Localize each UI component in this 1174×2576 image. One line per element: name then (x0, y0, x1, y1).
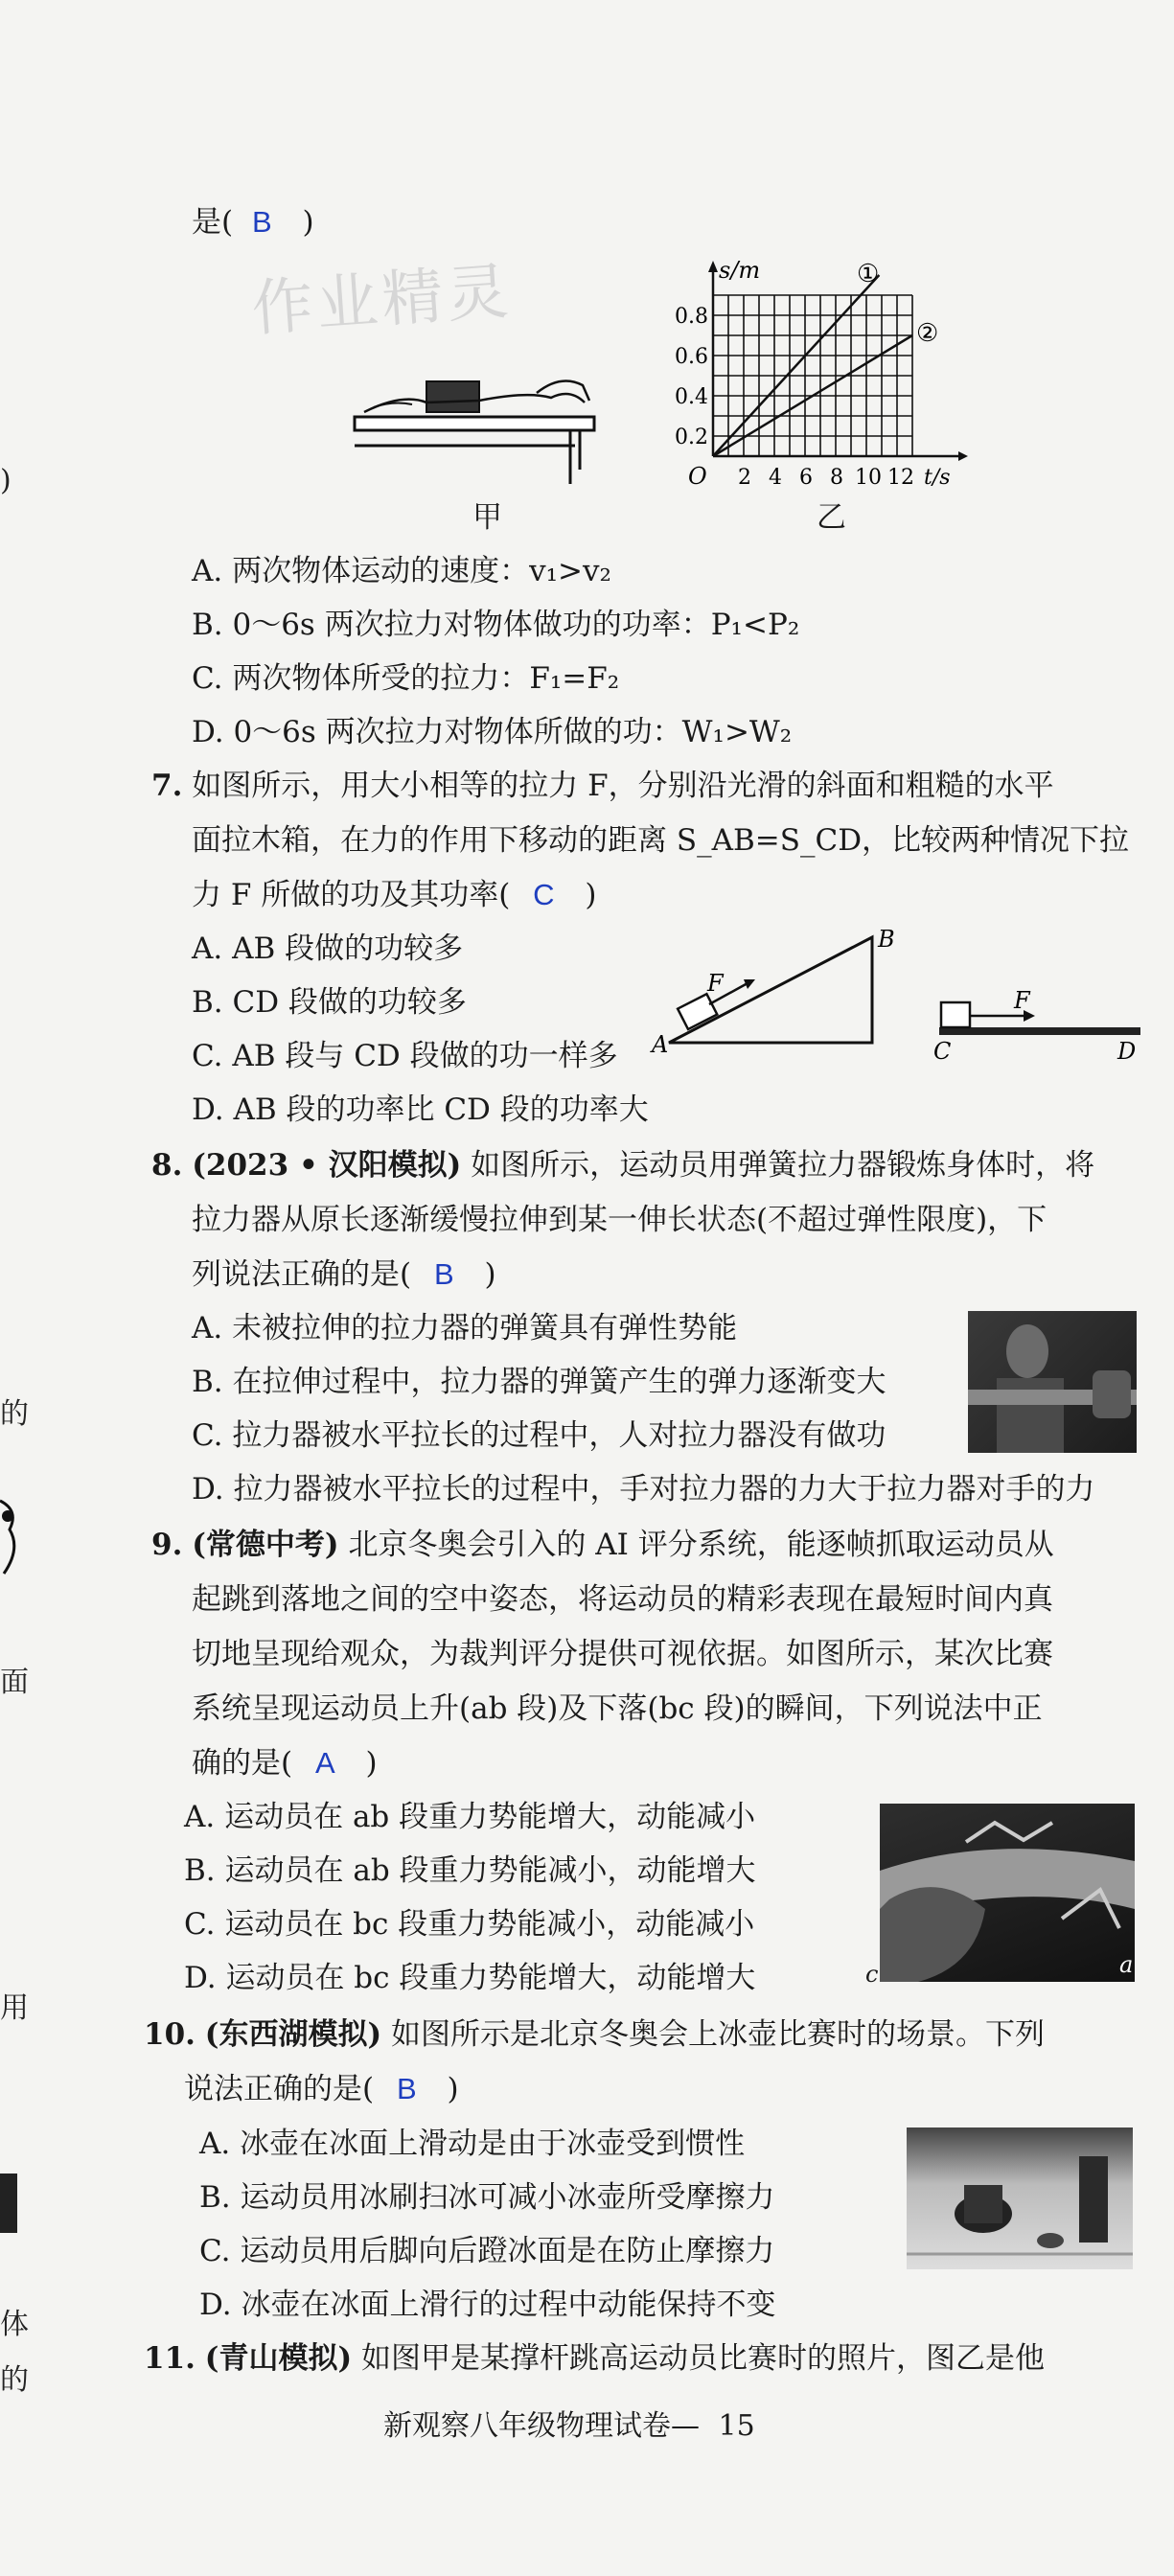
x-axis-arrow (958, 451, 968, 461)
q8-text-3: 列说法正确的是( (192, 1257, 412, 1292)
y-tick-0.2: 0.2 (675, 426, 708, 449)
q6-graph (671, 257, 997, 496)
q8-tag: (2023 • 汉阳模拟) (192, 1148, 462, 1183)
q9-photo-label-c: c (865, 1961, 879, 1988)
q10-close: ) (447, 2072, 459, 2106)
q10-answer: B (396, 2072, 417, 2105)
footer-text: 新观察八年级物理试卷— (383, 2409, 700, 2443)
series-2-label: ② (916, 319, 939, 348)
x-tick-8: 8 (830, 466, 843, 490)
q6-caption-jia: 甲 (472, 500, 502, 535)
q8-answer: B (433, 1257, 454, 1291)
q9-photo-label-a: a (1119, 1951, 1134, 1978)
q10-option-a: A. 冰壶在冰面上滑动是由于冰壶受到惯性 (199, 2127, 746, 2161)
box-on-floor (941, 1002, 970, 1027)
q9-option-d: D. 运动员在 bc 段重力势能增大，动能增大 (184, 1961, 756, 1995)
q10-option-d: D. 冰壶在冰面上滑行的过程中动能保持不变 (199, 2288, 776, 2322)
q6-figure-jia (345, 355, 604, 489)
graph-grid (713, 295, 912, 456)
q6-caption-yi: 乙 (817, 500, 846, 535)
q10-option-b: B. 运动员用冰刷扫冰可减小冰壶所受摩擦力 (199, 2180, 775, 2215)
q8-stem-line3 (192, 1255, 496, 1294)
y-axis-arrow (708, 261, 718, 272)
y-tick-0.6: 0.6 (675, 345, 708, 369)
q8-stem-line1 (151, 1146, 1094, 1184)
q7-option-c: C. AB 段与 CD 段做的功一样多 (192, 1039, 618, 1073)
page-number: 15 (718, 2409, 755, 2443)
q8-option-c: C. 拉力器被水平拉长的过程中，人对拉力器没有做功 (192, 1418, 886, 1453)
margin-fragment: 的 (0, 2363, 29, 2397)
q11-number: 11. (144, 2341, 196, 2376)
f1-label: F (707, 970, 724, 997)
q9-option-b: B. 运动员在 ab 段重力势能减小，动能增大 (184, 1853, 756, 1888)
y-axis-label: s/m (719, 257, 761, 284)
margin-fragment: 面 (0, 1666, 29, 1699)
margin-fragment: ) (0, 464, 12, 497)
series-1-line (713, 275, 879, 456)
q9-stem-line1 (151, 1526, 1054, 1564)
stem-text: 是( (192, 205, 234, 240)
q8-option-a: A. 未被拉伸的拉力器的弹簧具有弹性势能 (192, 1311, 738, 1346)
x-tick-6: 6 (799, 466, 813, 490)
q9-text-1: 北京冬奥会引入的 AI 评分系统，能逐帧抓取运动员从 (348, 1528, 1054, 1562)
margin-fragment: 体 (0, 2308, 29, 2341)
q9-stem-line5 (192, 1744, 378, 1782)
q9-photo-ski-jump (880, 1804, 1135, 1982)
f2-label: F (1014, 987, 1030, 1014)
q10-tag: (东西湖模拟) (204, 2017, 382, 2052)
point-a-label: A (652, 1031, 669, 1058)
q10-option-c: C. 运动员用后脚向后蹬冰面是在防止摩擦力 (199, 2234, 775, 2268)
x-tick-2: 2 (738, 466, 751, 490)
q11-text-1: 如图甲是某撑杆跳高运动员比赛时的照片，图乙是他 (361, 2341, 1045, 2376)
series-1-label: ① (857, 260, 880, 288)
q10-text-1: 如图所示是北京冬奥会上冰壶比赛时的场景。下列 (391, 2017, 1045, 2052)
page-footer (383, 2402, 755, 2444)
q8-number: 8. (151, 1148, 183, 1183)
q8-option-b: B. 在拉伸过程中，拉力器的弹簧产生的弹力逐渐变大 (192, 1365, 886, 1399)
point-b-label: B (878, 926, 895, 953)
q10-number: 10. (144, 2017, 196, 2052)
q6-answer: B (251, 205, 272, 239)
q6-option-d: D. 0～6s 两次拉力对物体所做的功：W₁>W₂ (192, 715, 793, 749)
q7-option-a: A. AB 段做的功较多 (192, 932, 464, 966)
q7-stem-line3 (192, 876, 597, 914)
x-tick-12: 12 (887, 466, 914, 490)
q8-close: ) (484, 1257, 496, 1292)
q6-stem-tail (192, 203, 314, 242)
q6-option-a: A. 两次物体运动的速度：v₁>v₂ (192, 554, 611, 588)
q9-stem-line2: 起跳到落地之间的空中姿态，将运动员的精彩表现在最短时间内真 (192, 1582, 1053, 1617)
q9-option-a: A. 运动员在 ab 段重力势能增大，动能减小 (184, 1800, 756, 1834)
q6-option-b: B. 0～6s 两次拉力对物体做功的功率：P₁<P₂ (192, 608, 800, 642)
q9-option-c: C. 运动员在 bc 段重力势能减小，动能减小 (184, 1907, 755, 1942)
q7-option-d: D. AB 段的功率比 CD 段的功率大 (192, 1092, 649, 1127)
point-d-label: D (1117, 1038, 1137, 1064)
q11-stem-line1 (144, 2339, 1045, 2378)
margin-figure-fragment (0, 1491, 23, 1577)
margin-fragment: 的 (0, 1397, 29, 1431)
q10-text-2: 说法正确的是( (184, 2072, 375, 2106)
q9-tag: (常德中考) (192, 1528, 339, 1562)
q6-option-c: C. 两次物体所受的拉力：F₁=F₂ (192, 661, 620, 696)
q10-stem-line2 (184, 2070, 459, 2108)
q10-photo-curling (907, 2128, 1133, 2269)
y-tick-0.8: 0.8 (675, 305, 708, 329)
x-axis-label: t/s (924, 466, 951, 490)
x-tick-10: 10 (855, 466, 882, 490)
margin-image-fragment (0, 2174, 17, 2233)
q7-option-b: B. CD 段做的功较多 (192, 985, 467, 1020)
origin-label: O (688, 463, 707, 490)
q7-stem-line1 (151, 767, 1054, 805)
q9-stem-line3: 切地呈现给观众，为裁判评分提供可视依据。如图所示，某次比赛 (192, 1637, 1053, 1671)
q8-option-d: D. 拉力器被水平拉长的过程中，手对拉力器的力大于拉力器对手的力 (192, 1472, 1095, 1506)
stem-close: ) (302, 205, 314, 240)
q8-stem-line2: 拉力器从原长逐渐缓慢拉伸到某一伸长状态(不超过弹性限度)，下 (192, 1203, 1047, 1237)
incline (669, 937, 872, 1043)
margin-fragment: 用 (0, 1991, 29, 2025)
q9-number: 9. (151, 1528, 183, 1562)
q7-figure (642, 920, 1150, 1064)
q7-number: 7. (151, 769, 183, 803)
q7-close: ) (585, 878, 597, 912)
y-tick-0.4: 0.4 (675, 385, 708, 409)
q8-photo-athlete (968, 1311, 1137, 1453)
watermark: 作业精灵 (249, 256, 515, 346)
box-on-incline (678, 994, 717, 1029)
q9-answer: A (314, 1746, 335, 1780)
q11-tag: (青山模拟) (204, 2341, 353, 2376)
point-c-label: C (933, 1038, 952, 1064)
q9-stem-line4: 系统呈现运动员上升(ab 段)及下落(bc 段)的瞬间，下列说法中正 (192, 1691, 1043, 1726)
q9-close: ) (365, 1746, 378, 1781)
q7-stem-line2: 面拉木箱，在力的作用下移动的距离 S_AB=S_CD，比较两种情况下拉 (192, 823, 1130, 858)
q9-text-5: 确的是( (192, 1746, 293, 1781)
x-tick-4: 4 (769, 466, 782, 490)
q7-text-3: 力 F 所做的功及其功率( (192, 878, 511, 912)
q10-stem-line1 (144, 2015, 1045, 2054)
q7-answer: C (533, 878, 555, 911)
q7-text-1: 如图所示，用大小相等的拉力 F，分别沿光滑的斜面和粗糙的水平 (192, 769, 1054, 803)
q8-text-1: 如图所示，运动员用弹簧拉力器锻炼身体时，将 (471, 1148, 1095, 1183)
